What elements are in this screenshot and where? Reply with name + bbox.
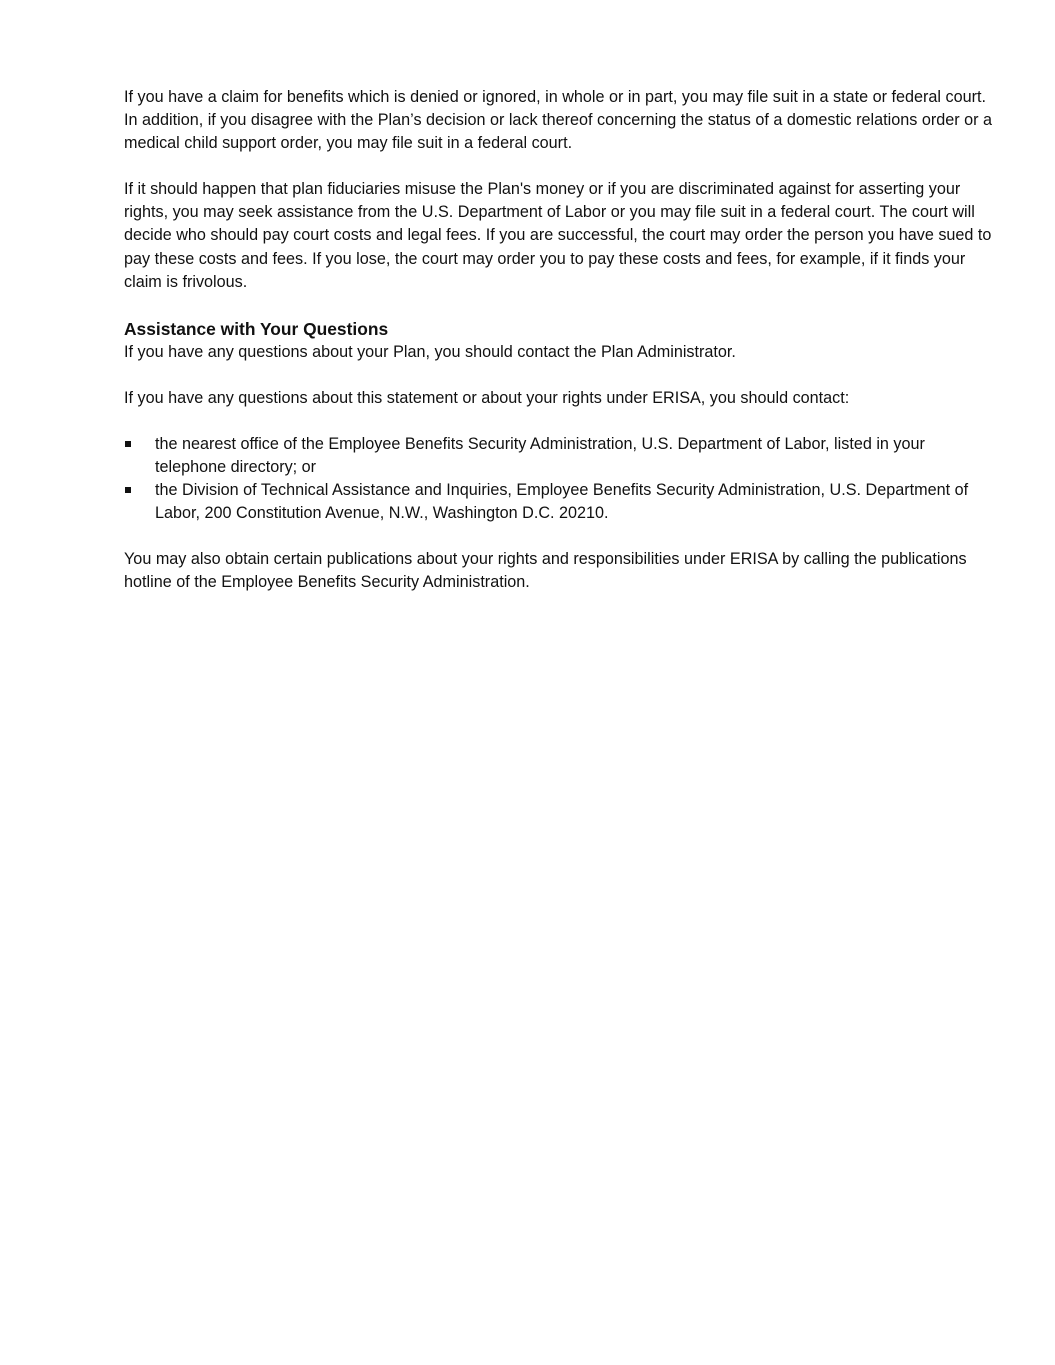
paragraph-claim-denied: If you have a claim for benefits which is denied or ignored, in whole or in part, you may file suit in a state or federal court. In addition, if you disagree with the Plan’s decision or lack thereof concerning the status of a domestic relations order or a medical child support order, you may file suit in a federal court. [124, 88, 993, 153]
list-item [124, 433, 996, 479]
contact-list [124, 433, 996, 525]
section-heading: Assistance with Your Questions [124, 318, 389, 339]
paragraph-plan-questions: If you have any questions about your Plan, you should contact the Plan Administrator. [124, 342, 736, 361]
square-bullet-icon [125, 487, 131, 493]
list-item-text: the Division of Technical Assistance and Inquiries, Employee Benefits Security Administration, U.S. Department of Labor, 200 Constitution Avenue, N.W., Washington D.C. 20210. [155, 481, 969, 523]
document-page [124, 86, 996, 618]
list-item-text: the nearest office of the Employee Benefits Security Administration, U.S. Department of Labor, listed in your telephone directory; or [155, 434, 925, 477]
paragraph-erisa-contact: If you have any questions about this statement or about your rights under ERISA, you should contact: [124, 388, 850, 407]
paragraph-publications: You may also obtain certain publications about your rights and responsibilities under ERISA by calling the publications hotline of the Employee Benefits Security Administration. [124, 550, 967, 592]
square-bullet-icon [125, 441, 131, 447]
paragraph-fiduciary-misuse: If it should happen that plan fiduciaries misuse the Plan's money or if you are discriminated against for asserting your rights, you may seek assistance from the U.S. Department of Labor or you may file suit in a federal court. The court will decide who should pay court costs and legal fees. If you are successful, the court may order the person you have sued to pay these costs and fees. If you lose, the court may order you to pay these costs and fees, for example, if it finds your claim is frivolous. [124, 180, 992, 291]
list-item [124, 479, 996, 525]
